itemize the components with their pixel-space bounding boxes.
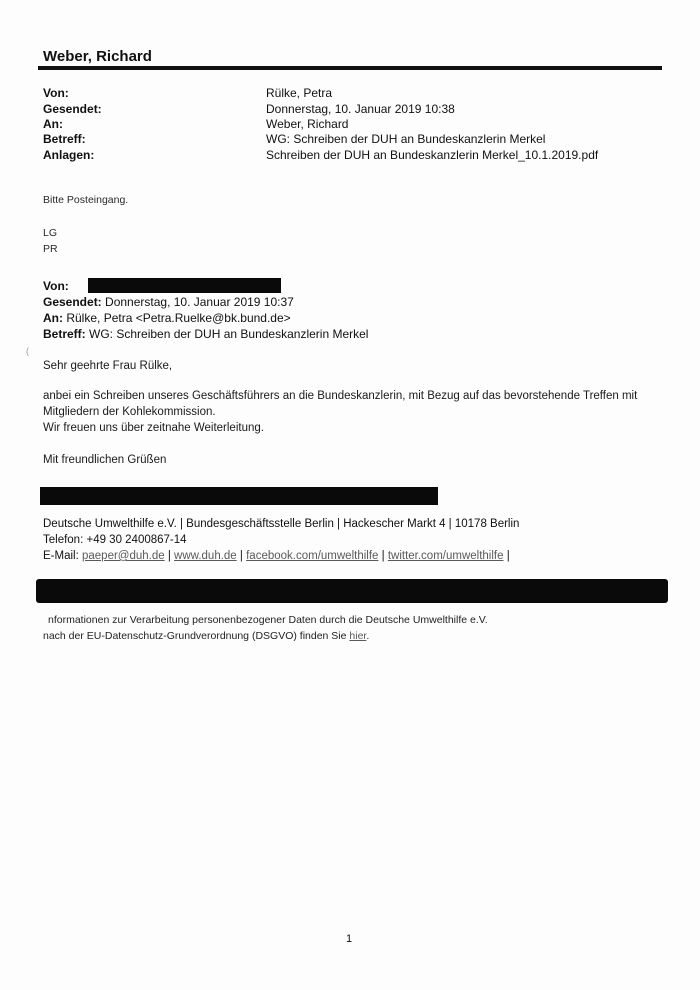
sent-value: Donnerstag, 10. Januar 2019 10:38	[266, 102, 455, 116]
paragraph-line: Mitgliedern der Kohlekommission.	[43, 406, 216, 418]
subject-label: Betreff:	[43, 132, 86, 146]
link-separator: |	[506, 550, 510, 562]
redaction-bar	[88, 278, 281, 293]
subject-value: WG: Schreiben der DUH an Bundeskanzlerin Merkel	[266, 132, 546, 146]
forwarded-subject	[43, 327, 368, 341]
forwarded-to-label: An:	[43, 311, 63, 325]
twitter-link[interactable]: twitter.com/umwelthilfe	[387, 550, 504, 562]
forwarded-sent	[43, 295, 294, 309]
forwarded-to	[43, 311, 291, 325]
privacy-line: nformationen zur Verarbeitung personenbezogener Daten durch die Deutsche Umwelthilfe e.V.	[48, 614, 488, 626]
redaction-bar	[36, 579, 668, 603]
privacy-period: .	[366, 630, 370, 642]
forwarded-from	[43, 279, 69, 293]
forwarded-to-value: Rülke, Petra <Petra.Ruelke@bk.bund.de>	[66, 311, 291, 325]
note-greeting: LG	[43, 227, 58, 239]
sent-label: Gesendet:	[43, 102, 102, 116]
website-link[interactable]: www.duh.de	[174, 550, 237, 562]
signature-org: Deutsche Umwelthilfe e.V. | Bundesgeschäftsstelle Berlin | Hackescher Markt 4 | 10178 Berlin	[43, 518, 520, 530]
forwarded-from-label: Von:	[43, 279, 69, 293]
signature-links	[43, 550, 510, 562]
header-rule	[38, 66, 662, 70]
mailbox-owner: Weber, Richard	[43, 48, 152, 65]
forwarded-sent-label: Gesendet:	[43, 295, 102, 309]
scan-mark: (	[26, 346, 29, 356]
email-label: E-Mail:	[43, 550, 79, 562]
to-value: Weber, Richard	[266, 117, 349, 131]
to-label: An:	[43, 117, 63, 131]
email-link[interactable]: paeper@duh.de	[81, 550, 165, 562]
closing: Mit freundlichen Grüßen	[43, 454, 167, 466]
redaction-bar	[40, 487, 438, 505]
from-label: Von:	[43, 86, 69, 100]
paragraph-line: Wir freuen uns über zeitnahe Weiterleitung.	[43, 422, 264, 434]
privacy-text: nach der EU-Datenschutz-Grundverordnung (DSGVO) finden Sie	[43, 630, 347, 642]
privacy-line	[43, 630, 369, 642]
signature-phone: Telefon: +49 30 2400867-14	[43, 534, 187, 546]
attachments-label: Anlagen:	[43, 148, 95, 162]
facebook-link[interactable]: facebook.com/umwelthilfe	[246, 550, 379, 562]
from-value: Rülke, Petra	[266, 86, 333, 100]
note-initials: PR	[43, 243, 58, 255]
paragraph-line: anbei ein Schreiben unseres Geschäftsführers an die Bundeskanzlerin, mit Bezug auf das bevorstehende Treffen mit	[43, 390, 638, 402]
forwarded-subject-value: WG: Schreiben der DUH an Bundeskanzlerin Merkel	[89, 327, 369, 341]
forwarded-subject-label: Betreff:	[43, 327, 86, 341]
link-separator: |	[167, 550, 171, 562]
privacy-link[interactable]: hier	[349, 630, 367, 642]
link-separator: |	[239, 550, 243, 562]
salutation: Sehr geehrte Frau Rülke,	[43, 360, 173, 372]
link-separator: |	[381, 550, 385, 562]
attachment-link[interactable]: Schreiben der DUH an Bundeskanzlerin Merkel_10.1.2019.pdf	[266, 148, 599, 162]
page-number: 1	[346, 933, 353, 945]
forwarded-sent-value: Donnerstag, 10. Januar 2019 10:37	[105, 295, 294, 309]
note-line: Bitte Posteingang.	[43, 194, 129, 206]
